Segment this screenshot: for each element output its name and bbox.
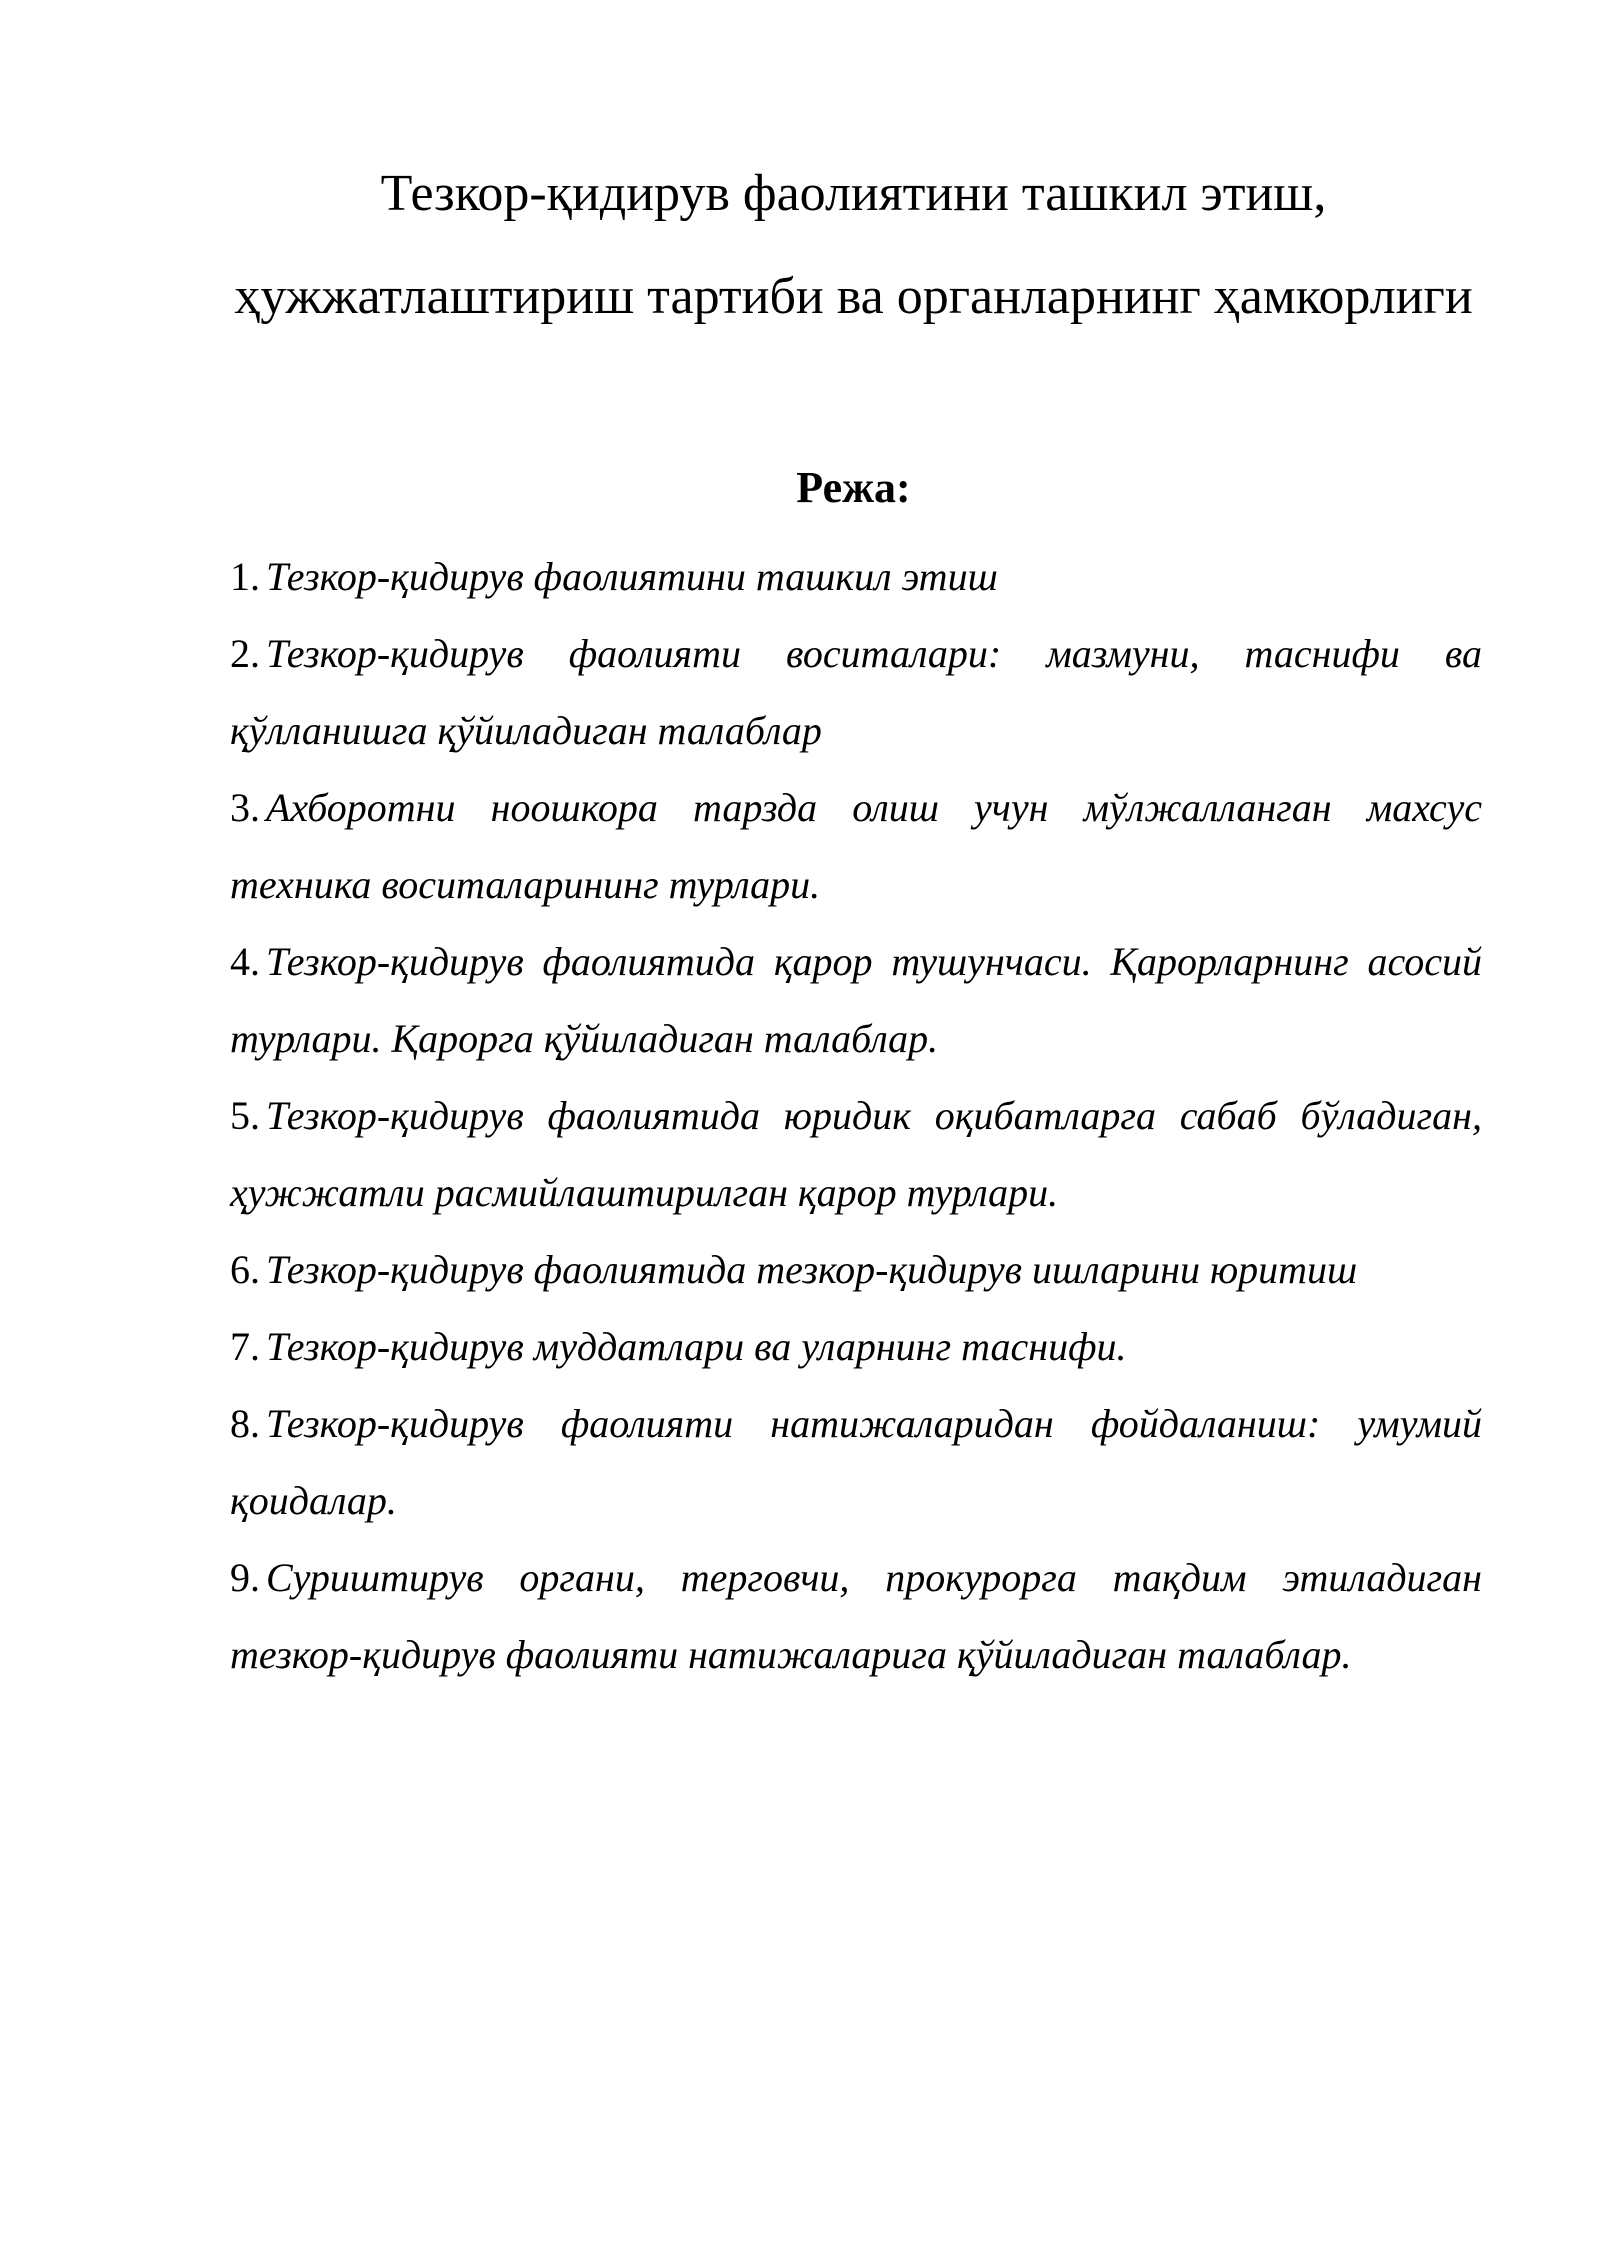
plan-item-8 xyxy=(230,1385,1482,1539)
plan-item-number: 3. xyxy=(230,785,260,830)
plan-item-text: Тезкор-қидирув фаолиятини ташкил этиш xyxy=(266,554,998,599)
plan-item-text: Тезкор-қидирув муддатлари ва уларнинг таснифи. xyxy=(266,1324,1127,1369)
plan-item-text: Тезкор-қидирув фаолиятида юридик оқибатларга сабаб бўладиган, ҳужжатли расмийлаштирилган қарор турлари. xyxy=(230,1093,1482,1215)
plan-item-text: Тезкор-қидирув фаолиятида қарор тушунчаси. Қарорларнинг асосий турлари. Қарорга қўйиладиган талаблар. xyxy=(230,939,1482,1061)
document-title: Тезкор-қидирув фаолиятини ташкил этиш, ҳужжатлаштириш тартиби ва органларнинг ҳамкорлиги xyxy=(234,165,1473,325)
plan-item-6 xyxy=(230,1231,1482,1308)
plan-item-number: 2. xyxy=(230,631,260,676)
plan-item-number: 5. xyxy=(230,1093,260,1138)
plan-heading: Режа: xyxy=(796,463,911,512)
plan-item-text: Тезкор-қидирув фаолиятида тезкор-қидирув ишларини юритиш xyxy=(266,1247,1358,1292)
plan-item-2 xyxy=(230,615,1482,769)
plan-item-1 xyxy=(230,538,1482,615)
plan-item-text: Тезкор-қидирув фаолияти натижаларидан фойдаланиш: умумий қоидалар. xyxy=(230,1401,1482,1523)
plan-item-5 xyxy=(230,1077,1482,1231)
plan-list xyxy=(230,538,1482,1693)
plan-item-number: 9. xyxy=(230,1555,260,1600)
plan-item-text: Тезкор-қидирув фаолияти воситалари: мазмуни, таснифи ва қўлланишга қўйиладиган талаблар xyxy=(230,631,1482,753)
plan-item-text: Ахборотни ноошкора тарзда олиш учун мўлжалланган махсус техника воситаларининг турлари. xyxy=(230,785,1482,907)
plan-item-number: 6. xyxy=(230,1247,260,1292)
plan-item-4 xyxy=(230,923,1482,1077)
plan-item-number: 4. xyxy=(230,939,260,984)
plan-item-number: 1. xyxy=(230,554,260,599)
plan-item-number: 8. xyxy=(230,1401,260,1446)
plan-item-3 xyxy=(230,769,1482,923)
plan-item-number: 7. xyxy=(230,1324,260,1369)
plan-item-text: Суриштирув органи, терговчи, прокурорга тақдим этиладиган тезкор-қидирув фаолияти натижаларига қўйиладиган талаблар. xyxy=(230,1555,1482,1677)
plan-item-7 xyxy=(230,1308,1482,1385)
plan-item-9 xyxy=(230,1539,1482,1693)
